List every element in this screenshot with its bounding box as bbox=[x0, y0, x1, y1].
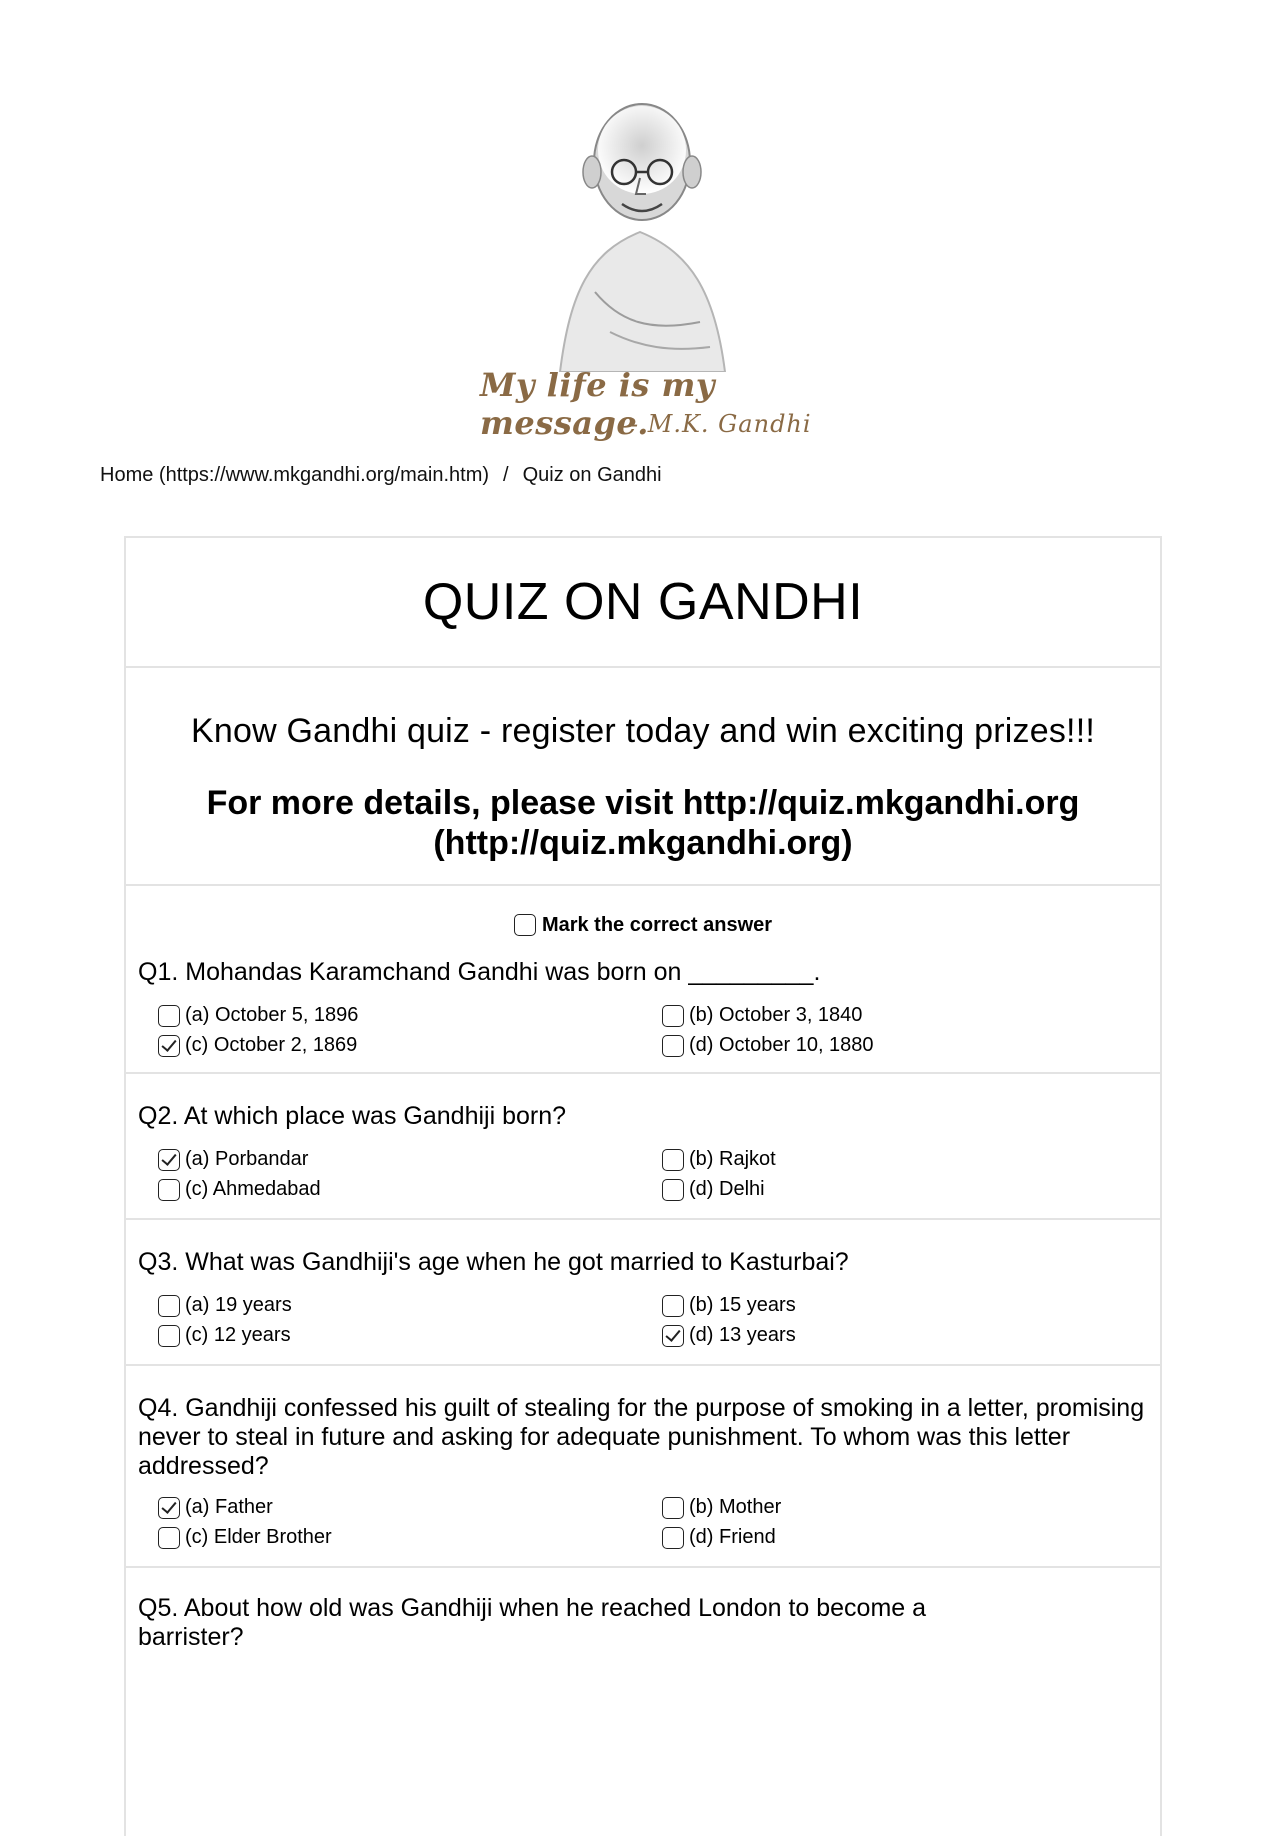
question-3 bbox=[126, 1220, 1160, 1366]
instruction-row bbox=[126, 914, 1160, 937]
option-checkbox-checked[interactable] bbox=[158, 1497, 180, 1519]
option-checkbox-checked[interactable] bbox=[662, 1325, 684, 1347]
option-a[interactable] bbox=[158, 1148, 308, 1171]
option-checkbox[interactable] bbox=[662, 1295, 684, 1317]
option-label: (c) October 2, 1869 bbox=[185, 1034, 358, 1056]
promo-details-line1[interactable]: For more details, please visit http://quiz.mkgandhi.org bbox=[206, 784, 1080, 822]
option-label: (d) 13 years bbox=[689, 1324, 796, 1346]
option-label: (a) Porbandar bbox=[185, 1148, 309, 1170]
option-c[interactable] bbox=[158, 1526, 332, 1549]
option-label: (b) Rajkot bbox=[689, 1148, 776, 1170]
question-4 bbox=[126, 1366, 1160, 1568]
option-checkbox[interactable] bbox=[158, 1295, 180, 1317]
quiz-title-section bbox=[126, 538, 1160, 668]
option-a[interactable] bbox=[158, 1294, 292, 1317]
instruction-checkbox[interactable] bbox=[514, 914, 536, 936]
option-label: (d) October 10, 1880 bbox=[689, 1034, 874, 1056]
option-label: (c) Elder Brother bbox=[185, 1526, 332, 1548]
motto-text: My life is my message. bbox=[480, 366, 715, 442]
page-title: QUIZ ON GANDHI bbox=[422, 573, 864, 631]
question-2 bbox=[126, 1074, 1160, 1220]
promo-text: Know Gandhi quiz - register today and win exciting prizes!!! bbox=[190, 712, 1095, 750]
option-checkbox[interactable] bbox=[662, 1005, 684, 1027]
option-c[interactable] bbox=[158, 1324, 291, 1347]
option-checkbox[interactable] bbox=[158, 1325, 180, 1347]
option-label: (d) Friend bbox=[689, 1526, 776, 1548]
promo-section bbox=[126, 668, 1160, 886]
instruction-text: Mark the correct answer bbox=[541, 914, 773, 936]
option-c[interactable] bbox=[158, 1178, 321, 1201]
question-text: Q3. What was Gandhiji's age when he got married to Kasturbai? bbox=[138, 1248, 849, 1276]
option-a[interactable] bbox=[158, 1496, 273, 1519]
option-checkbox[interactable] bbox=[662, 1497, 684, 1519]
option-d[interactable] bbox=[662, 1034, 874, 1057]
option-checkbox[interactable] bbox=[662, 1527, 684, 1549]
option-checkbox[interactable] bbox=[662, 1035, 684, 1057]
option-b[interactable] bbox=[662, 1496, 781, 1519]
option-label: (b) Mother bbox=[689, 1496, 782, 1518]
option-checkbox-checked[interactable] bbox=[158, 1149, 180, 1171]
option-checkbox-checked[interactable] bbox=[158, 1035, 180, 1057]
question-text: Q5. About how old was Gandhiji when he reached London to become a barrister? bbox=[138, 1594, 927, 1651]
option-label: (a) October 5, 1896 bbox=[185, 1004, 359, 1026]
option-label: (c) 12 years bbox=[185, 1324, 291, 1346]
option-c[interactable] bbox=[158, 1034, 357, 1057]
option-label: (b) October 3, 1840 bbox=[689, 1004, 863, 1026]
option-label: (b) 15 years bbox=[689, 1294, 796, 1316]
promo-details bbox=[126, 783, 1160, 863]
option-label: (c) Ahmedabad bbox=[185, 1178, 321, 1200]
option-d[interactable] bbox=[662, 1526, 776, 1549]
option-d[interactable] bbox=[662, 1324, 796, 1347]
promo-details-line2[interactable]: (http://quiz.mkgandhi.org) bbox=[433, 824, 853, 862]
motto-author: - M.K. Gandhi bbox=[630, 410, 812, 438]
question-text: Q4. Gandhiji confessed his guilt of stealing for the purpose of smoking in a letter, promising never to steal in future and asking for adequate punishment. To whom was this letter addressed? bbox=[138, 1394, 1145, 1480]
option-label: (a) 19 years bbox=[185, 1294, 292, 1316]
site-header bbox=[0, 0, 1280, 460]
option-checkbox[interactable] bbox=[158, 1179, 180, 1201]
breadcrumb bbox=[100, 464, 662, 487]
option-label: (d) Delhi bbox=[689, 1178, 765, 1200]
option-checkbox[interactable] bbox=[158, 1005, 180, 1027]
option-d[interactable] bbox=[662, 1178, 765, 1201]
option-b[interactable] bbox=[662, 1294, 796, 1317]
breadcrumb-separator: / bbox=[503, 464, 509, 486]
option-checkbox[interactable] bbox=[158, 1527, 180, 1549]
breadcrumb-current: Quiz on Gandhi bbox=[522, 464, 662, 486]
question-5 bbox=[126, 1568, 1160, 1668]
option-a[interactable] bbox=[158, 1004, 358, 1027]
question-1 bbox=[126, 886, 1160, 1074]
option-checkbox[interactable] bbox=[662, 1179, 684, 1201]
quiz-card bbox=[124, 536, 1162, 1836]
breadcrumb-home-link[interactable]: Home (https://www.mkgandhi.org/main.htm) bbox=[100, 464, 490, 486]
option-b[interactable] bbox=[662, 1148, 776, 1171]
question-text: Q2. At which place was Gandhiji born? bbox=[138, 1102, 567, 1130]
option-checkbox[interactable] bbox=[662, 1149, 684, 1171]
option-b[interactable] bbox=[662, 1004, 862, 1027]
gandhi-portrait bbox=[500, 92, 780, 372]
question-text: Q1. Mohandas Karamchand Gandhi was born on _________. bbox=[138, 958, 821, 986]
option-label: (a) Father bbox=[185, 1496, 273, 1518]
